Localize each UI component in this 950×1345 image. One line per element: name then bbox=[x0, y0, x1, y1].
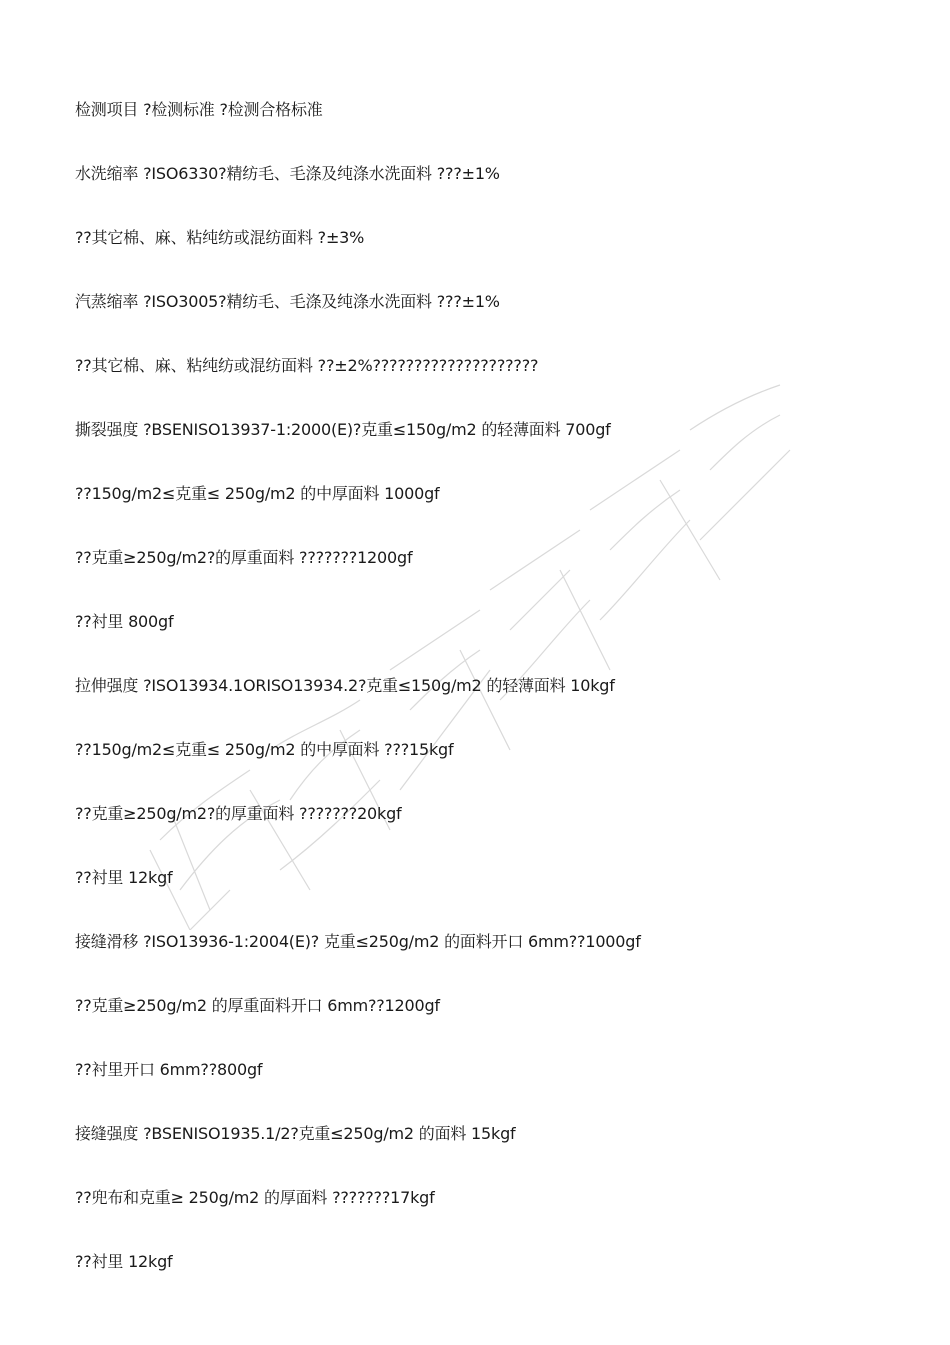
document-line: ??其它棉、麻、粘纯纺或混纺面料 ?±3% bbox=[75, 228, 365, 247]
document-line: ??克重≥250g/m2 的厚重面料开口 6mm??1200gf bbox=[75, 996, 440, 1015]
document-line: ??150g/m2≤克重≤ 250g/m2 的中厚面料 ???15kgf bbox=[75, 740, 454, 759]
document-line: ??衬里 800gf bbox=[75, 612, 174, 631]
document-line: 接缝强度 ?BSENISO1935.1/2?克重≤250g/m2 的面料 15kgf bbox=[75, 1124, 516, 1143]
document-line: ??其它棉、麻、粘纯纺或混纺面料 ??±2%???????????????????? bbox=[75, 356, 539, 375]
document-line: 拉伸强度 ?ISO13934.1ORISO13934.2?克重≤150g/m2 的轻薄面料 10kgf bbox=[75, 676, 615, 695]
document-line: ??衬里 12kgf bbox=[75, 1252, 173, 1271]
document-line: ??克重≥250g/m2?的厚重面料 ???????20kgf bbox=[75, 804, 402, 823]
document-line: ??衬里 12kgf bbox=[75, 868, 173, 887]
document-line: 汽蒸缩率 ?ISO3005?精纺毛、毛涤及纯涤水洗面料 ???±1% bbox=[75, 292, 500, 311]
document-lines bbox=[75, 97, 915, 1313]
document-line: 检测项目 ?检测标准 ?检测合格标准 bbox=[75, 100, 323, 119]
document-line: 水洗缩率 ?ISO6330?精纺毛、毛涤及纯涤水洗面料 ???±1% bbox=[75, 164, 500, 183]
document-line: ??衬里开口 6mm??800gf bbox=[75, 1060, 263, 1079]
document-line: 撕裂强度 ?BSENISO13937-1:2000(E)?克重≤150g/m2 的轻薄面料 700gf bbox=[75, 420, 611, 439]
document-line: 接缝滑移 ?ISO13936-1:2004(E)? 克重≤250g/m2 的面料开口 6mm??1000gf bbox=[75, 932, 641, 951]
document-line: ??克重≥250g/m2?的厚重面料 ???????1200gf bbox=[75, 548, 413, 567]
document-line: ??150g/m2≤克重≤ 250g/m2 的中厚面料 1000gf bbox=[75, 484, 440, 503]
document-line: ??兜布和克重≥ 250g/m2 的厚面料 ???????17kgf bbox=[75, 1188, 435, 1207]
